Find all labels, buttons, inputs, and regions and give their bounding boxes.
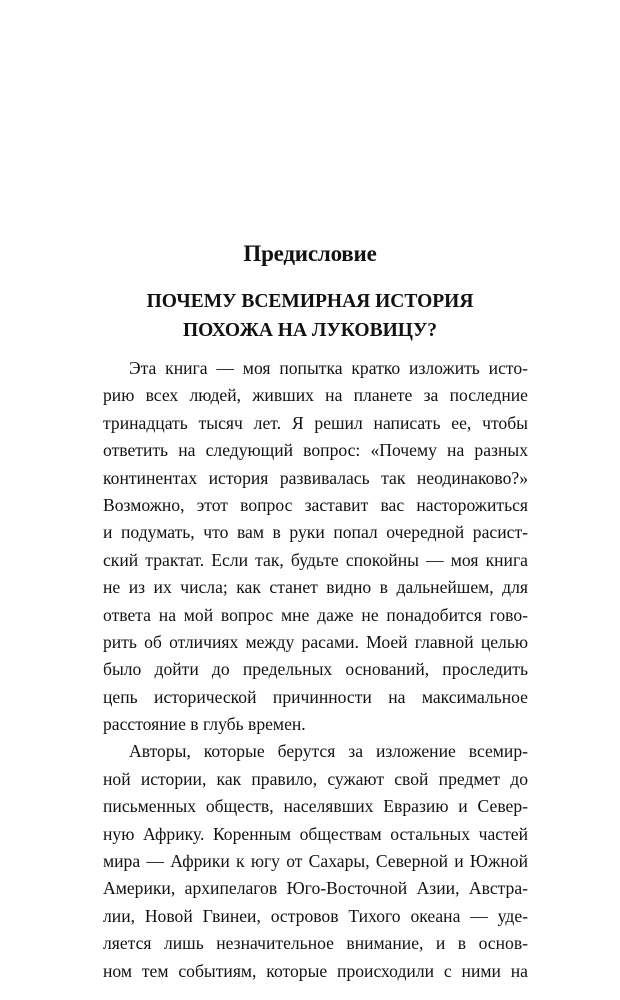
body-text [103, 355, 528, 985]
text-line: лии, Новой Гвинеи, островов Тихого океана — уде- [103, 905, 528, 926]
text-line: Америки, архипелагов Юго-Восточной Азии, Австра- [103, 878, 528, 899]
text-line: не из их числа; как станет видно в дальнейшем, для [103, 577, 528, 598]
chapter-title-line: ПОЧЕМУ ВСЕМИРНАЯ ИСТОРИЯ [146, 291, 474, 312]
text-line: письменных обществ, населявших Евразию и Север- [103, 796, 528, 817]
chapter-heading: Предисловие [243, 241, 377, 266]
text-line: расстояние в глубь времен. [103, 714, 306, 735]
text-line: Авторы, которые берутся за изложение всемир- [129, 741, 528, 762]
text-line: ную Африку. Коренным обществам остальных частей [103, 823, 528, 844]
paragraph-2 [103, 738, 528, 985]
text-line: ответа на мой вопрос мне даже не понадобится гово- [103, 604, 528, 625]
paragraph-1 [103, 355, 528, 738]
text-line: и подумать, что вам в руки попал очередной расист- [103, 522, 528, 543]
text-line: ский трактат. Если так, будьте спокойны — моя книга [103, 549, 528, 570]
text-line: ной истории, как правило, сужают свой предмет до [103, 768, 528, 789]
text-line: ляется лишь незначительное внимание, и в основ- [103, 933, 528, 954]
text-line: ответить на следующий вопрос: «Почему на разных [103, 440, 528, 461]
text-line: было дойти до предельных оснований, проследить [103, 659, 528, 680]
text-line: тринадцать тысяч лет. Я решил написать ее, чтобы [103, 412, 528, 433]
chapter-title-line: ПОХОЖА НА ЛУКОВИЦУ? [182, 320, 437, 341]
text-line: мира — Африки к югу от Сахары, Северной и Южной [103, 851, 528, 872]
text-line: ном тем событиям, которые происходили с ними на [103, 960, 528, 981]
chapter-title [0, 287, 620, 345]
text-line: рить об отличиях между расами. Моей главной целью [103, 631, 528, 652]
text-line: Возможно, этот вопрос заставит вас насторожиться [103, 494, 528, 515]
text-line: цепь исторической причинности на максимальное [103, 686, 528, 707]
text-line: Эта книга — моя попытка кратко изложить исто- [129, 358, 528, 378]
text-line: континентах история развивалась так неодинаково?» [103, 467, 528, 488]
text-line: рию всех людей, живших на планете за последние [103, 385, 528, 406]
